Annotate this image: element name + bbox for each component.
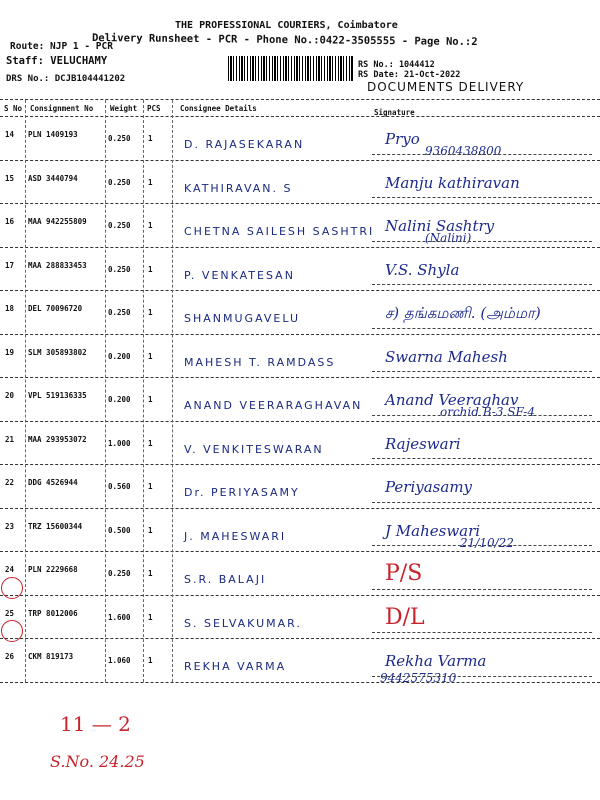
row-pcs: 1 xyxy=(148,308,153,317)
signature-line xyxy=(372,502,592,503)
row-consignment: PLN 2229668 xyxy=(28,565,78,574)
col-sep-2 xyxy=(105,100,106,682)
row-divider xyxy=(0,464,600,465)
row-consignment: TRP 8012006 xyxy=(28,608,78,618)
row-consignment: VPL 519136335 xyxy=(28,391,87,400)
row-weight: 0.200 xyxy=(108,351,131,361)
row-weight: 0.250 xyxy=(108,264,131,274)
col-sep-4 xyxy=(172,100,173,682)
row-signature: P/S xyxy=(385,561,423,586)
row-divider xyxy=(0,247,600,248)
row-signature: Nalini Sashtry xyxy=(385,217,495,235)
row-consignee: KATHIRAVAN. S xyxy=(184,181,293,195)
row-signature: V.S. Shyla xyxy=(385,260,460,279)
signature-line xyxy=(372,197,592,198)
row-weight: 0.250 xyxy=(108,221,131,230)
row-pcs: 1 xyxy=(148,438,153,448)
row-consignment: DEL 70096720 xyxy=(28,304,83,313)
row-divider xyxy=(0,290,600,291)
header-top-rule xyxy=(0,99,600,100)
row-pcs: 1 xyxy=(148,656,153,665)
row-signature: Swarna Mahesh xyxy=(385,347,508,366)
row-consignment: MAA 942255809 xyxy=(28,217,87,226)
route: Route: NJP 1 - PCR xyxy=(10,41,113,52)
row-pcs: 1 xyxy=(148,395,153,404)
circle-mark-25 xyxy=(1,620,23,642)
row-signature-extra: (Nalini) xyxy=(425,231,472,245)
row-pcs: 1 xyxy=(148,351,153,361)
row-signature: Anand Veeraghav xyxy=(385,391,519,409)
row-consignment: SLM 305893802 xyxy=(28,347,87,357)
delivery-type: DOCUMENTS DELIVERY xyxy=(367,80,525,94)
row-consignment: DDG 4526944 xyxy=(28,478,78,487)
row-signature-extra: 21/10/22 xyxy=(460,535,514,550)
signature-line xyxy=(372,415,592,416)
row-divider xyxy=(0,595,600,596)
row-weight: 0.250 xyxy=(108,134,131,143)
row-sno: 16 xyxy=(5,217,15,226)
row-divider xyxy=(0,421,600,422)
row-sno: 26 xyxy=(5,652,15,661)
row-divider xyxy=(0,508,600,509)
row-signature-extra: 9442575310 xyxy=(380,671,457,685)
row-signature: Pryo xyxy=(385,130,420,148)
signature-line xyxy=(372,458,592,459)
row-divider xyxy=(0,203,600,204)
row-sno: 25 xyxy=(5,608,15,618)
header-bottom-rule xyxy=(0,116,600,117)
row-consignee: P. VENKATESAN xyxy=(184,268,295,282)
col-weight: Weight xyxy=(110,104,138,113)
row-pcs: 1 xyxy=(148,134,153,143)
row-pcs: 1 xyxy=(148,221,153,230)
col-sep-3 xyxy=(143,100,144,682)
row-consignment: PLN 1409193 xyxy=(28,130,78,139)
col-sno: S No xyxy=(4,104,23,113)
row-consignee: S.R. BALAJI xyxy=(184,573,267,586)
row-sno: 15 xyxy=(5,173,15,183)
row-consignee: SHANMUGAVELU xyxy=(184,312,301,325)
signature-line xyxy=(372,241,592,242)
row-signature: ச) தங்கமணி. (அம்மா) xyxy=(385,304,541,322)
row-sno: 21 xyxy=(5,434,15,444)
col-consignment: Consignment No xyxy=(30,104,94,113)
row-consignment: MAA 293953072 xyxy=(28,434,87,444)
signature-line xyxy=(372,284,592,285)
row-sno: 22 xyxy=(5,478,15,487)
footnote-sno: S.No. 24.25 xyxy=(50,752,145,771)
row-divider xyxy=(0,160,600,161)
row-divider xyxy=(0,334,600,335)
row-weight: 0.560 xyxy=(108,482,131,491)
row-signature-extra: orchid B-3 SF-4 xyxy=(440,405,535,419)
col-signature: Signature xyxy=(374,108,415,117)
row-sno: 18 xyxy=(5,304,15,313)
row-signature: J Maheswari xyxy=(385,521,481,540)
row-consignee: J. MAHESWARI xyxy=(184,529,287,543)
row-pcs: 1 xyxy=(148,525,153,535)
row-consignee: MAHESH T. RAMDASS xyxy=(184,355,336,369)
barcode xyxy=(228,56,354,81)
row-signature: Periyasamy xyxy=(385,478,473,496)
row-weight: 0.200 xyxy=(108,395,131,404)
staff: Staff: VELUCHAMY xyxy=(6,55,108,67)
rs-number: RS No.: 1044412 xyxy=(358,60,435,70)
row-weight: 1.600 xyxy=(108,612,131,622)
row-weight: 1.060 xyxy=(108,656,131,665)
signature-line xyxy=(372,328,592,329)
row-signature-extra: 9360438800 xyxy=(425,144,502,158)
signature-line xyxy=(372,589,592,590)
row-consignee: REKHA VARMA xyxy=(184,660,287,673)
row-consignee: V. VENKITESWARAN xyxy=(184,442,324,456)
row-signature: D/L xyxy=(385,604,425,630)
row-divider xyxy=(0,551,600,552)
row-pcs: 1 xyxy=(148,482,153,491)
col-consignee: Consignee Details xyxy=(180,104,257,113)
rs-date: RS Date: 21-Oct-2022 xyxy=(358,70,461,80)
signature-line xyxy=(372,545,592,546)
row-consignee: CHETNA SAILESH SASHTRI xyxy=(184,225,375,238)
row-weight: 0.500 xyxy=(108,525,131,535)
row-signature: Manju kathiravan xyxy=(385,173,520,192)
drs-number: DRS No.: DCJB104441202 xyxy=(6,74,126,84)
row-divider xyxy=(0,638,600,639)
row-sno: 19 xyxy=(5,347,15,357)
row-divider xyxy=(0,377,600,378)
row-sno: 23 xyxy=(5,521,15,531)
signature-line xyxy=(372,154,592,155)
circle-mark-24 xyxy=(1,577,23,599)
row-weight: 0.250 xyxy=(108,569,131,578)
row-signature: Rekha Varma xyxy=(385,652,487,670)
row-sno: 17 xyxy=(5,260,15,270)
row-pcs: 1 xyxy=(148,264,153,274)
row-consignment: ASD 3440794 xyxy=(28,173,78,183)
row-sno: 14 xyxy=(5,130,15,139)
row-pcs: 1 xyxy=(148,177,153,187)
row-consignment: CKM 819173 xyxy=(28,652,74,661)
row-sno: 24 xyxy=(5,565,15,574)
row-weight: 1.000 xyxy=(108,438,131,448)
row-weight: 0.250 xyxy=(108,308,131,317)
row-consignee: S. SELVAKUMAR. xyxy=(184,616,302,630)
row-consignment: MAA 288833453 xyxy=(28,260,87,270)
runsheet-title: Delivery Runsheet - PCR - Phone No.:0422-3505555 - Page No.:2 xyxy=(91,32,478,49)
row-weight: 0.250 xyxy=(108,177,131,187)
signature-line xyxy=(372,371,592,372)
footnote-count: 11 — 2 xyxy=(60,712,131,736)
row-consignee: D. RAJASEKARAN xyxy=(184,138,305,151)
row-consignment: TRZ 15600344 xyxy=(28,521,83,531)
row-pcs: 1 xyxy=(148,612,153,622)
col-pcs: PCS xyxy=(147,104,161,113)
row-consignee: Dr. PERIYASAMY xyxy=(184,486,300,499)
row-sno: 20 xyxy=(5,391,15,400)
signature-line xyxy=(372,676,592,677)
row-consignee: ANAND VEERARAGHAVAN xyxy=(184,399,363,412)
col-sep-1 xyxy=(25,100,26,682)
row-divider xyxy=(0,682,600,683)
company-name: THE PROFESSIONAL COURIERS, Coimbatore xyxy=(175,20,398,31)
row-pcs: 1 xyxy=(148,569,153,578)
row-signature: Rajeswari xyxy=(385,434,461,453)
signature-line xyxy=(372,632,592,633)
